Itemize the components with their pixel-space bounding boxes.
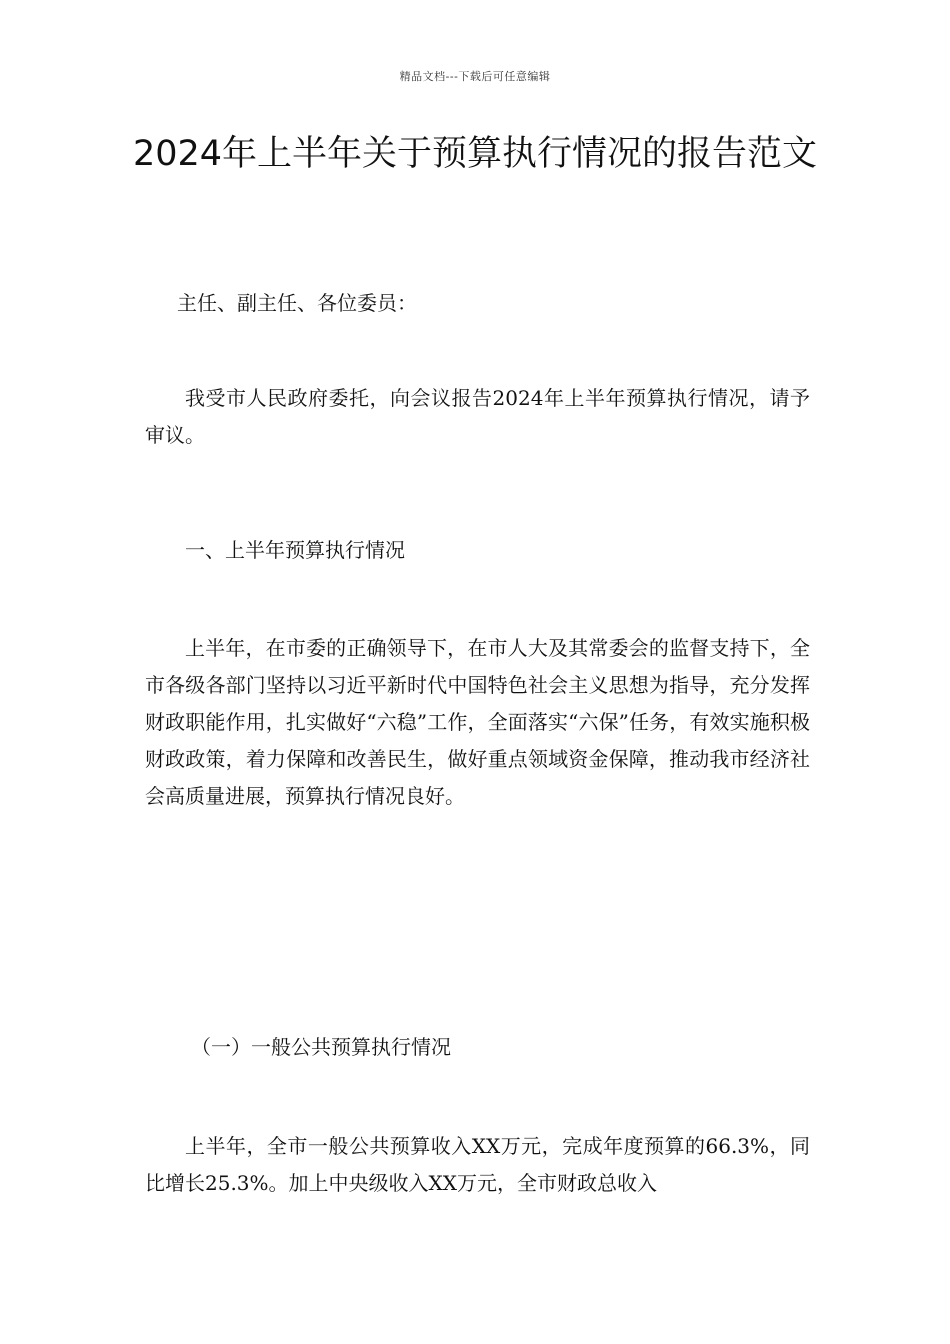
section-body-paragraph: 上半年，在市委的正确领导下，在市人大及其常委会的监督支持下，全市各级各部门坚持以习近平新时代中国特色社会主义思想为指导，充分发挥财政职能作用，扎实做好“六稳”工作，全面落实“六保”任务，有效实施积极财政政策，着力保障和改善民生，做好重点领域资金保障，推动我市经济社会高质量进展，预算执行情况良好。 xyxy=(145,636,810,808)
document-title: 2024年上半年关于预算执行情况的报告范文 xyxy=(132,134,818,174)
header-note: 精品文档---下载后可任意编辑 xyxy=(399,70,551,83)
subsection-heading: （一）一般公共预算执行情况 xyxy=(191,1035,451,1059)
salutation: 主任、副主任、各位委员： xyxy=(177,291,417,315)
intro-paragraph: 我受市人民政府委托，向会议报告2024年上半年预算执行情况，请予审议。 xyxy=(145,386,810,447)
subsection-body-paragraph: 上半年，全市一般公共预算收入XX万元，完成年度预算的66.3%，同比增长25.3%。加上中央级收入XX万元，全市财政总收入 xyxy=(145,1134,810,1195)
section-heading: 一、上半年预算执行情况 xyxy=(185,538,405,562)
